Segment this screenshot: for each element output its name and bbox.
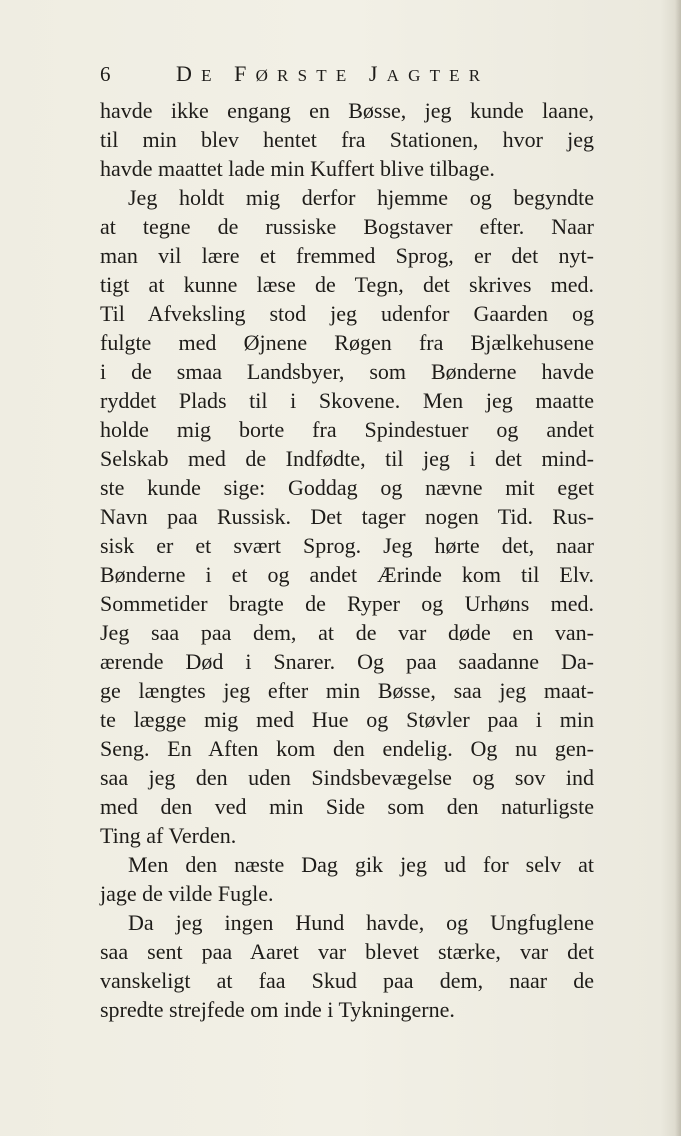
text-line: Selskab med de Indfødte, til jeg i det mind-: [100, 446, 594, 471]
text-line: te lægge mig med Hue og Støvler paa i min: [100, 707, 594, 732]
page-header: [100, 60, 580, 88]
text-line: havde maattet lade min Kuffert blive tilbage.: [100, 156, 495, 181]
text-line: med den ved min Side som den naturligste: [100, 794, 594, 819]
text-line: ryddet Plads til i Skovene. Men jeg maatte: [100, 388, 594, 413]
text-line: ge længtes jeg efter min Bøsse, saa jeg maat-: [100, 678, 594, 703]
text-line: til min blev hentet fra Stationen, hvor jeg: [100, 127, 594, 152]
text-line: ærende Død i Snarer. Og paa saadanne Da-: [100, 649, 594, 674]
page-edge-shadow: [675, 0, 681, 1136]
text-line: vanskeligt at faa Skud paa dem, naar de: [100, 968, 594, 993]
text-line: Da jeg ingen Hund havde, og Ungfuglene: [128, 910, 594, 935]
text-line: Til Afveksling stod jeg udenfor Gaarden og: [100, 301, 594, 326]
text-line: Men den næste Dag gik jeg ud for selv at: [128, 852, 594, 877]
text-line: at tegne de russiske Bogstaver efter. Naar: [100, 214, 594, 239]
text-line: Ting af Verden.: [100, 823, 237, 848]
text-line: holde mig borte fra Spindestuer og andet: [100, 417, 594, 442]
text-line: Sommetider bragte de Ryper og Urhøns med.: [100, 591, 594, 616]
text-line: saa sent paa Aaret var blevet stærke, var det: [100, 939, 594, 964]
running-title: DE FØRSTE JAGTER: [176, 61, 490, 86]
text-line: ste kunde sige: Goddag og nævne mit eget: [100, 475, 594, 500]
text-line: i de smaa Landsbyer, som Bønderne havde: [100, 359, 594, 384]
text-line: spredte strejfede om inde i Tykningerne.: [100, 997, 455, 1022]
text-line: Seng. En Aften kom den endelig. Og nu gen-: [100, 736, 594, 761]
text-line: Jeg saa paa dem, at de var døde en van-: [100, 620, 594, 645]
text-line: fulgte med Øjnene Røgen fra Bjælkehusene: [100, 330, 594, 355]
text-line: sisk er et svært Sprog. Jeg hørte det, naar: [100, 533, 594, 558]
text-line: havde ikke engang en Bøsse, jeg kunde laane,: [100, 98, 594, 123]
text-line: jage de vilde Fugle.: [100, 881, 274, 906]
text-line: Jeg holdt mig derfor hjemme og begyndte: [128, 185, 594, 210]
text-line: saa jeg den uden Sindsbevægelse og sov ind: [100, 765, 594, 790]
page-number: 6: [100, 62, 111, 86]
body-text: [100, 96, 594, 1024]
text-line: Bønderne i et og andet Ærinde kom til Elv.: [100, 562, 594, 587]
text-line: tigt at kunne læse de Tegn, det skrives med.: [100, 272, 594, 297]
text-line: Navn paa Russisk. Det tager nogen Tid. Rus-: [100, 504, 594, 529]
text-line: man vil lære et fremmed Sprog, er det nyt-: [100, 243, 594, 268]
